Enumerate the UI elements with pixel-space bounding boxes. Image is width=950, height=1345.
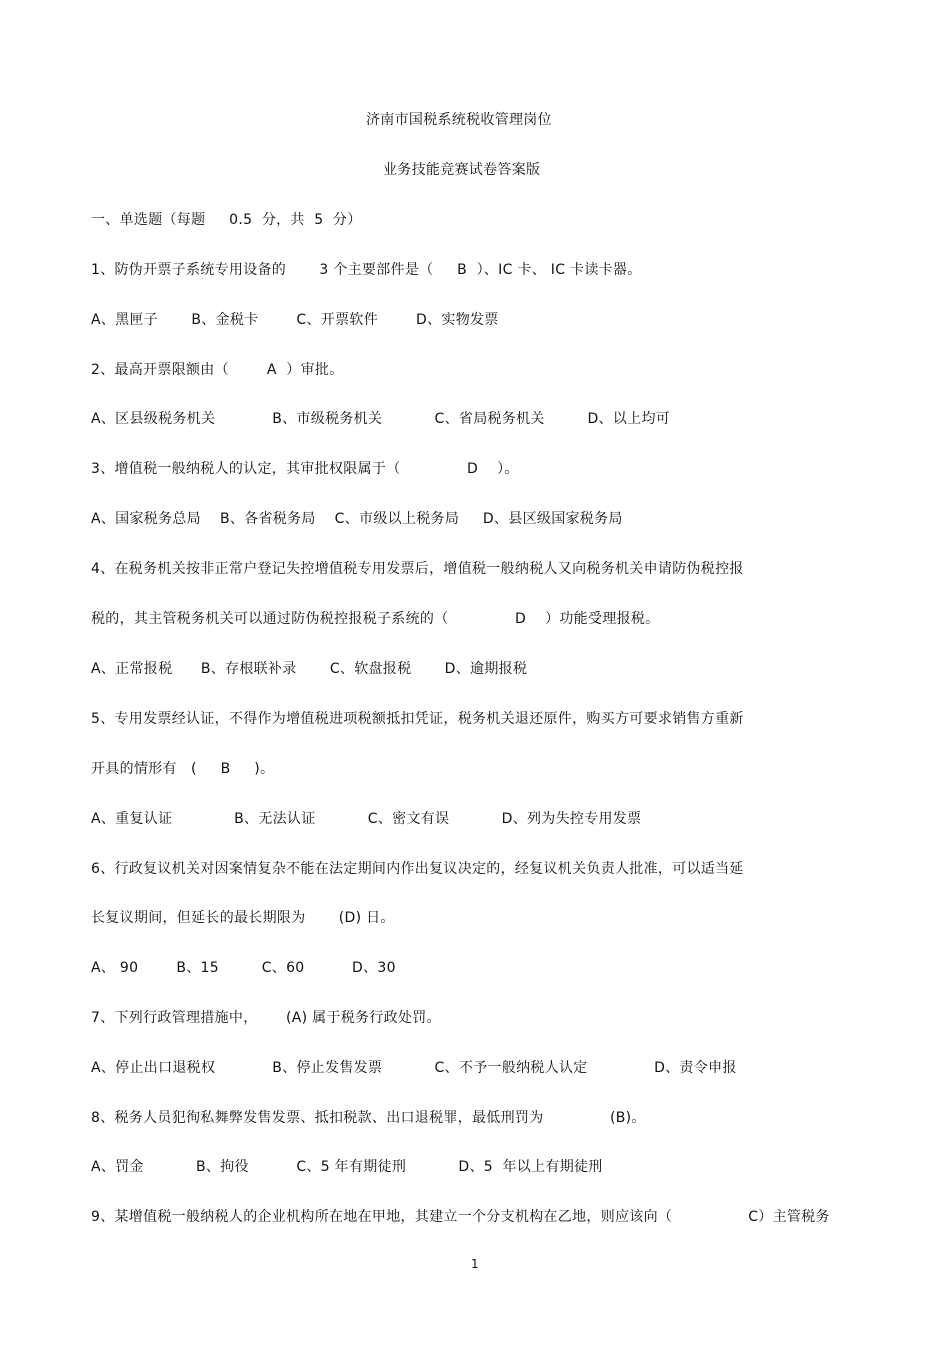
options-3: A、国家税务总局 B、各省税务局 C、市级以上税务局 D、县区级国家税务局 [91, 511, 623, 527]
section-heading: 一、单选题（每题 0.5 分，共 5 分） [91, 212, 362, 228]
question-4-line-1: 4、在税务机关按非正常户登记失控增值税专用发票后，增值税一般纳税人又向税务机关申请防伪税控报 [91, 561, 744, 577]
question-2: 2、最高开票限额由（ A ）审批。 [91, 362, 344, 378]
options-2: A、区县级税务机关 B、市级税务机关 C、省局税务机关 D、以上均可 [91, 411, 671, 427]
options-1: A、黑匣子 B、金税卡 C、开票软件 D、实物发票 [91, 312, 499, 328]
options-5: A、重复认证 B、无法认证 C、密文有误 D、列为失控专用发票 [91, 811, 642, 827]
options-4: A、正常报税 B、存根联补录 C、软盘报税 D、逾期报税 [91, 661, 528, 677]
options-8: A、罚金 B、拘役 C、5 年有期徒刑 D、5 年以上有期徒刑 [91, 1159, 603, 1175]
question-4-line-2: 税的，其主管税务机关可以通过防伪税控报税子系统的（ D ）功能受理报税。 [91, 611, 660, 627]
question-1: 1、防伪开票子系统专用设备的 3 个主要部件是（ B ）、IC 卡、 IC 卡读卡器。 [91, 262, 642, 278]
document-title: 济南市国税系统税收管理岗位 [366, 112, 552, 128]
question-7: 7、下列行政管理措施中， (A) 属于税务行政处罚。 [91, 1010, 441, 1026]
question-9: 9、某增值税一般纳税人的企业机构所在地在甲地，其建立一个分支机构在乙地，则应该向（ C）主管税务 [91, 1209, 830, 1225]
question-5-line-1: 5、专用发票经认证，不得作为增值税进项税额抵扣凭证，税务机关退还原件，购买方可要求销售方重新 [91, 711, 744, 727]
question-3: 3、增值税一般纳税人的认定，其审批权限属于（ D ）。 [91, 461, 519, 477]
options-6: A、 90 B、15 C、60 D、30 [91, 960, 396, 976]
question-6-line-1: 6、行政复议机关对因案情复杂不能在法定期间内作出复议决定的，经复议机关负责人批准，可以适当延 [91, 861, 744, 877]
document-subtitle: 业务技能竞赛试卷答案版 [383, 162, 541, 178]
page-number: 1 [471, 1257, 479, 1271]
question-8: 8、税务人员犯徇私舞弊发售发票、抵扣税款、出口退税罪，最低刑罚为 (B)。 [91, 1110, 646, 1126]
options-7: A、停止出口退税权 B、停止发售发票 C、不予一般纳税人认定 D、责令申报 [91, 1060, 737, 1076]
question-6-line-2: 长复议期间，但延长的最长期限为 (D) 日。 [91, 910, 395, 926]
question-5-line-2: 开具的情形有 ( B )。 [91, 761, 275, 777]
